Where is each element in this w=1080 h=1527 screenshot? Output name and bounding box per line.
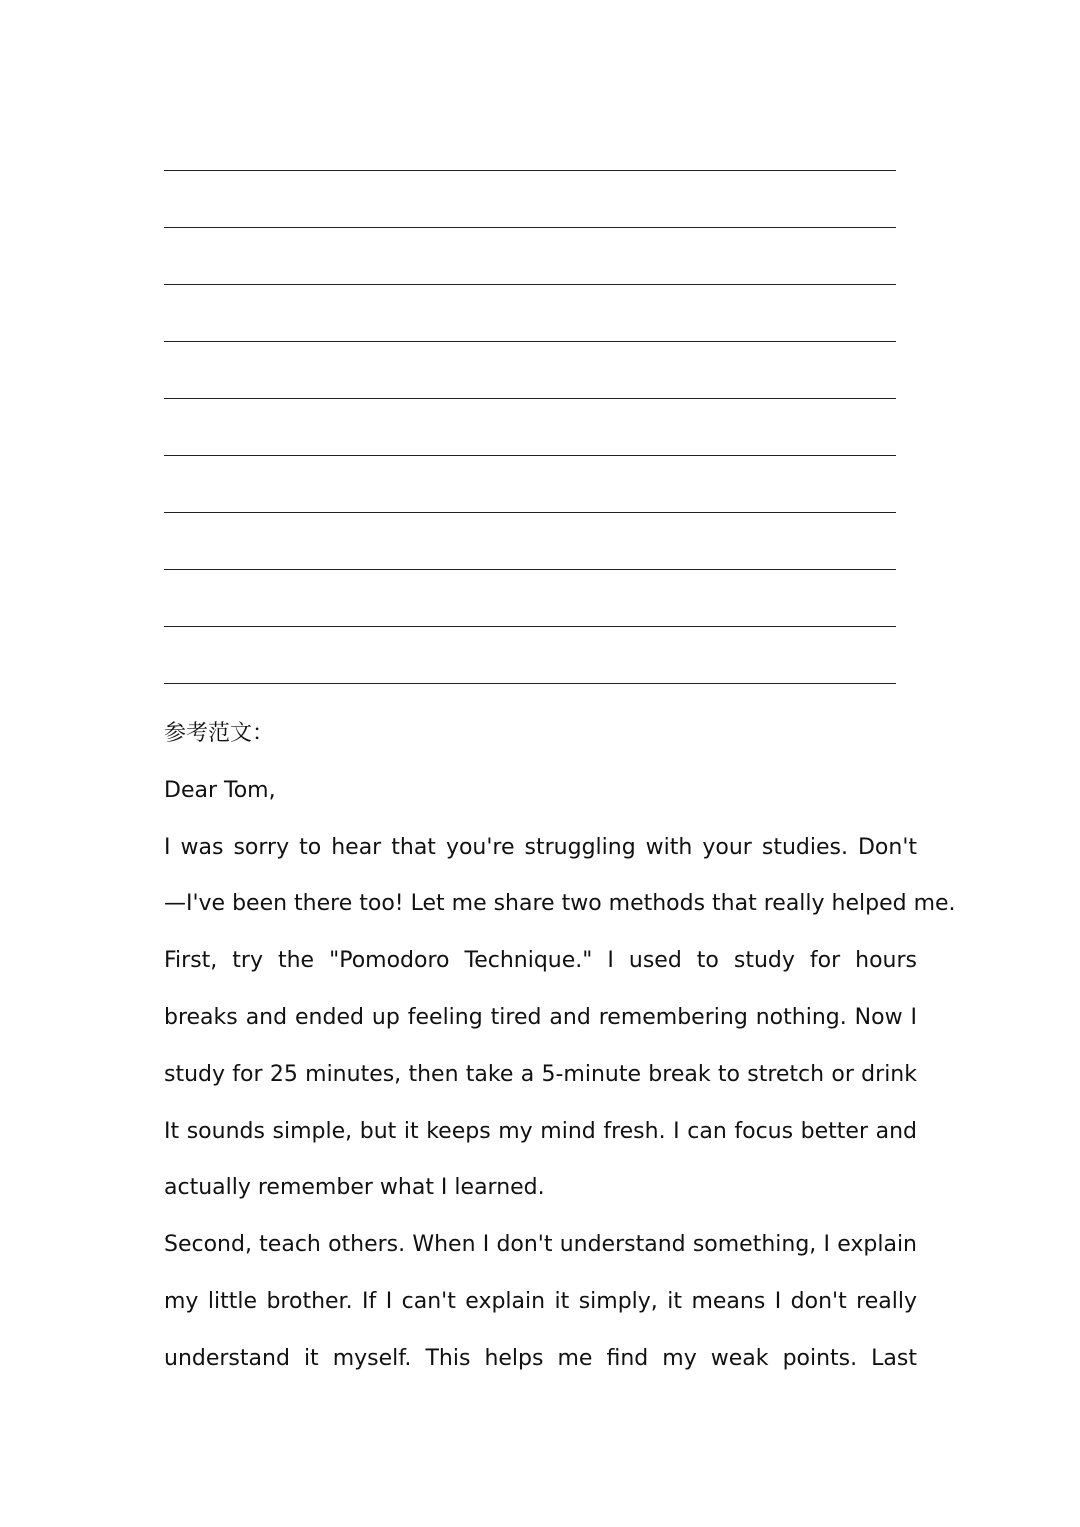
essay-line: Second, teach others. When I don't understand something, I explain [164,1232,917,1258]
answer-line [164,626,896,627]
essay-line: understand it myself. This helps me find my weak points. Last [164,1345,917,1371]
answer-line [164,683,896,684]
essay-line: study for 25 minutes, then take a 5-minute break to stretch or drink [164,1061,917,1087]
answer-line [164,512,896,513]
answer-line [164,341,896,342]
essay-line: actually remember what I learned. [164,1175,545,1201]
essay-line: my little brother. If I can't explain it simply, it means I don't really [164,1288,917,1314]
essay-line: First, try the "Pomodoro Technique." I used to study for hours [164,948,917,974]
answer-line [164,284,896,285]
answer-line [164,398,896,399]
answer-line [164,170,896,171]
sample-essay [164,706,956,1388]
essay-line: It sounds simple, but it keeps my mind fresh. I can focus better and [164,1118,917,1144]
answer-line [164,455,896,456]
answer-line [164,569,896,570]
essay-heading: 参考范文： [164,721,275,746]
essay-salutation: Dear Tom, [164,777,276,803]
answer-line [164,227,896,228]
essay-line: I was sorry to hear that you're struggling with your studies. Don't [164,834,917,860]
essay-line: —I've been there too! Let me share two methods that really helped me. [164,891,956,917]
essay-line: breaks and ended up feeling tired and remembering nothing. Now I [164,1004,917,1030]
